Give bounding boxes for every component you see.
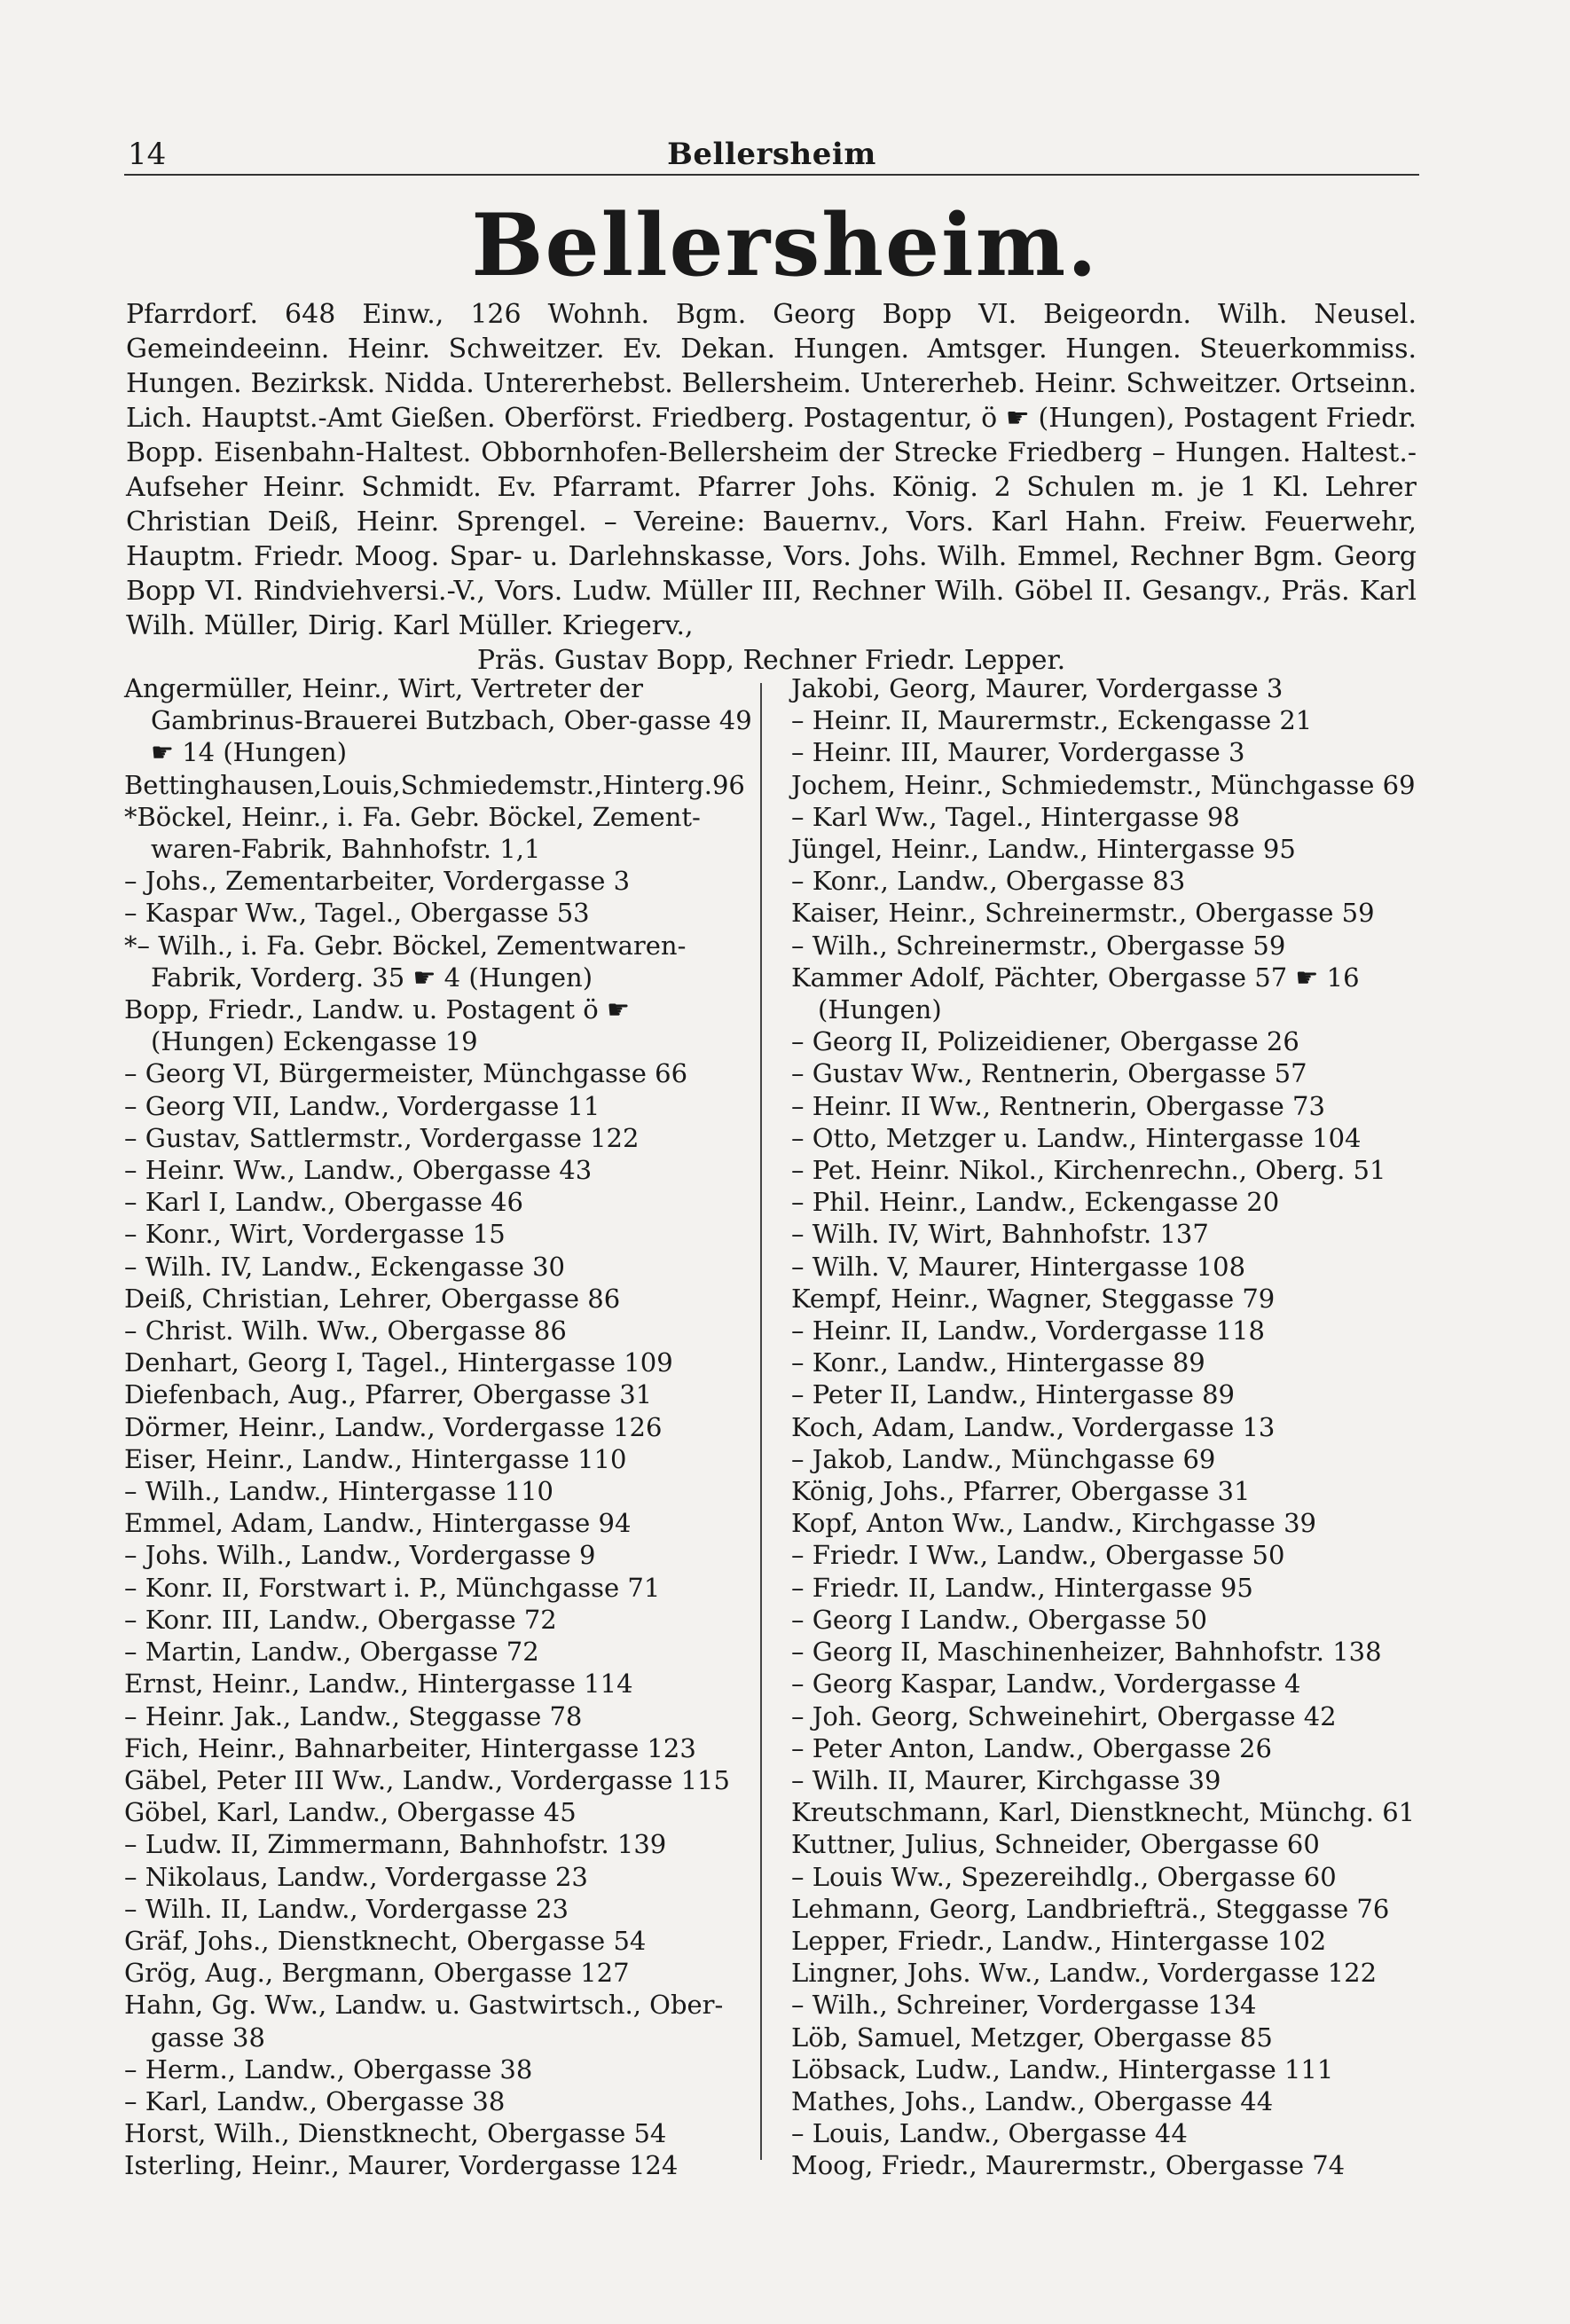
resident-entry: – Louis, Landw., Obergasse 44	[791, 2118, 1188, 2149]
resident-entry: Göbel, Karl, Landw., Obergasse 45	[124, 1797, 577, 1828]
resident-entry: Jüngel, Heinr., Landw., Hintergasse 95	[791, 834, 1296, 865]
page-number: 14	[128, 137, 167, 172]
resident-entry: – Heinr. II Ww., Rentnerin, Obergasse 73	[791, 1090, 1325, 1121]
resident-entry: – Peter Anton, Landw., Obergasse 26	[791, 1732, 1272, 1763]
resident-entry: Kammer Adolf, Pächter, Obergasse 57 ☛ 16 (Hungen)	[791, 962, 1360, 1025]
resident-entry: Horst, Wilh., Dienstknecht, Obergasse 54	[124, 2118, 667, 2149]
resident-entry: Bopp, Friedr., Landw. u. Postagent ö ☛ (Hungen) Eckengasse 19	[124, 994, 630, 1057]
resident-entry: – Wilh. II, Landw., Vordergasse 23	[124, 1893, 569, 1924]
resident-entry: – Konr., Wirt, Vordergasse 15	[124, 1219, 506, 1250]
resident-entry: – Georg VII, Landw., Vordergasse 11	[124, 1090, 601, 1121]
resident-entry: – Karl I, Landw., Obergasse 46	[124, 1187, 524, 1218]
resident-entry: Hahn, Gg. Ww., Landw. u. Gastwirtsch., Ober-gasse 38	[124, 1990, 724, 2053]
resident-entry: – Ludw. II, Zimmermann, Bahnhofstr. 139	[124, 1829, 667, 1860]
resident-entry: Bettinghausen,Louis,Schmiedemstr.,Hinterg.96	[124, 769, 745, 800]
resident-entry: Moog, Friedr., Maurermstr., Obergasse 74	[791, 2150, 1346, 2181]
resident-entry: Mathes, Johs., Landw., Obergasse 44	[791, 2085, 1274, 2116]
resident-entry: – Jakob, Landw., Münchgasse 69	[791, 1443, 1216, 1474]
resident-entry: – Georg I Landw., Obergasse 50	[791, 1604, 1207, 1635]
resident-entry: Grög, Aug., Bergmann, Obergasse 127	[124, 1958, 630, 1989]
resident-entry: Jochem, Heinr., Schmiedemstr., Münchgasse 69	[791, 769, 1416, 800]
resident-entry: – Herm., Landw., Obergasse 38	[124, 2053, 533, 2085]
resident-entry: – Wilh. V, Maurer, Hintergasse 108	[791, 1251, 1246, 1282]
resident-entry: Lingner, Johs. Ww., Landw., Vordergasse 122	[791, 1958, 1378, 1989]
running-head	[124, 131, 1419, 176]
resident-entry: – Heinr. Ww., Landw., Obergasse 43	[124, 1155, 593, 1186]
resident-entry: – Wilh., Schreinermstr., Obergasse 59	[791, 930, 1286, 961]
resident-entry: Kuttner, Julius, Schneider, Obergasse 60	[791, 1829, 1320, 1860]
town-description-text: Pfarrdorf. 648 Einw., 126 Wohnh. Bgm. Georg Bopp VI. Beigeordn. Wilh. Neusel. Gemeindeeinn. Heinr. Schweitzer. Ev. Dekan. Hungen. Amtsger. Hungen. Steuerkommiss. Hungen. Bezirksk. Nidda. Untererhebst. Bellersheim. Untererheb. Heinr. Schweitzer. Ortseinn. Lich. Hauptst.-Amt Gießen. Oberförst. Friedberg. Postagentur, ö ☛ (Hungen), Postagent Friedr. Bopp. Eisenbahn-Haltest. Obbornhofen-Bellersheim der Strecke Friedberg – Hungen. Haltest.-Aufseher Heinr. Schmidt. Ev. Pfarramt. Pfarrer Johs. König. 2 Schulen m. je 1 Kl. Lehrer Christian Deiß, Heinr. Sprengel. – Vereine: Bauernv., Vors. Karl Hahn. Freiw. Feuerwehr, Hauptm. Friedr. Moog. Spar- u. Darlehnskasse, Vors. Johs. Wilh. Emmel, Rechner Bgm. Georg Bopp VI. Rindviehversi.-V., Vors. Ludw. Müller III, Rechner Wilh. Göbel II. Gesangv., Präs. Karl Wilh. Müller, Dirig. Karl Müller. Kriegerv.,	[126, 299, 1417, 641]
resident-entry: – Phil. Heinr., Landw., Eckengasse 20	[791, 1187, 1280, 1218]
resident-entry: Gräf, Johs., Dienstknecht, Obergasse 54	[124, 1925, 647, 1956]
resident-entry: – Georg II, Polizeidiener, Obergasse 26	[791, 1026, 1299, 1057]
resident-entry: Fich, Heinr., Bahnarbeiter, Hintergasse 123	[124, 1732, 696, 1763]
resident-entry: König, Johs., Pfarrer, Obergasse 31	[791, 1476, 1251, 1507]
resident-entry: – Georg VI, Bürgermeister, Münchgasse 66	[124, 1058, 688, 1089]
resident-entry: Jakobi, Georg, Maurer, Vordergasse 3	[791, 673, 1283, 703]
resident-entry: – Wilh. IV, Landw., Eckengasse 30	[124, 1251, 565, 1282]
resident-entry: Kempf, Heinr., Wagner, Steggasse 79	[791, 1283, 1276, 1314]
resident-entry: – Wilh. IV, Wirt, Bahnhofstr. 137	[791, 1219, 1209, 1250]
resident-entry: – Georg Kaspar, Landw., Vordergasse 4	[791, 1668, 1301, 1700]
resident-entry: – Kaspar Ww., Tagel., Obergasse 53	[124, 898, 590, 929]
resident-entry: – Heinr. Jak., Landw., Steggasse 78	[124, 1700, 583, 1731]
resident-entry: – Wilh. II, Maurer, Kirchgasse 39	[791, 1764, 1221, 1795]
town-description	[126, 297, 1417, 678]
resident-entry: – Heinr. II, Landw., Vordergasse 118	[791, 1315, 1265, 1347]
resident-entry: Eiser, Heinr., Landw., Hintergasse 110	[124, 1443, 627, 1474]
resident-entry: Löb, Samuel, Metzger, Obergasse 85	[791, 2022, 1273, 2053]
running-title: Bellersheim	[667, 137, 876, 172]
resident-entry: Emmel, Adam, Landw., Hintergasse 94	[124, 1508, 632, 1539]
resident-entry: *Böckel, Heinr., i. Fa. Gebr. Böckel, Zement-waren-Fabrik, Bahnhofstr. 1,1	[124, 801, 701, 865]
resident-entry: Ernst, Heinr., Landw., Hintergasse 114	[124, 1668, 633, 1700]
resident-entry: – Karl, Landw., Obergasse 38	[124, 2085, 506, 2116]
resident-entry: Kaiser, Heinr., Schreinermstr., Obergasse 59	[791, 898, 1375, 929]
resident-entry: – Gustav Ww., Rentnerin, Obergasse 57	[791, 1058, 1307, 1089]
header-rule	[124, 174, 1419, 176]
resident-entry: – Peter II, Landw., Hintergasse 89	[791, 1379, 1235, 1410]
resident-entry: – Christ. Wilh. Ww., Obergasse 86	[124, 1315, 567, 1347]
resident-entry: Gäbel, Peter III Ww., Landw., Vordergasse 115	[124, 1764, 730, 1795]
resident-entry: – Johs. Wilh., Landw., Vordergasse 9	[124, 1540, 596, 1571]
resident-entry: Kreutschmann, Karl, Dienstknecht, Münchg. 61	[791, 1797, 1416, 1828]
resident-entry: Löbsack, Ludw., Landw., Hintergasse 111	[791, 2053, 1334, 2085]
resident-entry: Diefenbach, Aug., Pfarrer, Obergasse 31	[124, 1379, 653, 1410]
resident-entry: – Konr. II, Forstwart i. P., Münchgasse 71	[124, 1572, 661, 1603]
resident-entry: Isterling, Heinr., Maurer, Vordergasse 124	[124, 2150, 679, 2181]
resident-entry: – Gustav, Sattlermstr., Vordergasse 122	[124, 1122, 640, 1153]
resident-entry: *– Wilh., i. Fa. Gebr. Böckel, Zementwaren-Fabrik, Vorderg. 35 ☛ 4 (Hungen)	[124, 930, 687, 993]
resident-entry: – Heinr. III, Maurer, Vordergasse 3	[791, 737, 1245, 768]
resident-entry: – Konr. III, Landw., Obergasse 72	[124, 1604, 557, 1635]
resident-entry: – Karl Ww., Tagel., Hintergasse 98	[791, 801, 1240, 832]
resident-entry: – Louis Ww., Spezereihdlg., Obergasse 60	[791, 1861, 1337, 1892]
resident-entry: – Friedr. I Ww., Landw., Obergasse 50	[791, 1540, 1285, 1571]
resident-entry: Lepper, Friedr., Landw., Hintergasse 102	[791, 1925, 1327, 1956]
resident-entry: Kopf, Anton Ww., Landw., Kirchgasse 39	[791, 1508, 1316, 1539]
resident-entry: – Wilh., Landw., Hintergasse 110	[124, 1476, 553, 1507]
resident-entry: – Otto, Metzger u. Landw., Hintergasse 104	[791, 1122, 1362, 1153]
resident-list-right	[791, 672, 1428, 2182]
column-divider	[760, 683, 762, 2160]
resident-entry: – Pet. Heinr. Nikol., Kirchenrechn., Oberg. 51	[791, 1155, 1386, 1186]
resident-entry: Dörmer, Heinr., Landw., Vordergasse 126	[124, 1411, 663, 1442]
resident-entry: Deiß, Christian, Lehrer, Obergasse 86	[124, 1283, 621, 1314]
resident-list-left	[124, 672, 761, 2182]
resident-entry: – Heinr. II, Maurermstr., Eckengasse 21	[791, 705, 1313, 736]
resident-entry: – Konr., Landw., Hintergasse 89	[791, 1347, 1205, 1378]
resident-entry: – Georg II, Maschinenheizer, Bahnhofstr. 138	[791, 1637, 1382, 1668]
resident-entry: – Friedr. II, Landw., Hintergasse 95	[791, 1572, 1253, 1603]
resident-entry: – Martin, Landw., Obergasse 72	[124, 1637, 539, 1668]
resident-entry: – Johs., Zementarbeiter, Vordergasse 3	[124, 866, 631, 897]
resident-entry: Lehmann, Georg, Landbriefträ., Steggasse 76	[791, 1893, 1390, 1924]
resident-entry: Denhart, Georg I, Tagel., Hintergasse 109	[124, 1347, 673, 1378]
resident-entry: – Konr., Landw., Obergasse 83	[791, 866, 1186, 897]
resident-entry: Angermüller, Heinr., Wirt, Vertreter der Gambrinus-Brauerei Butzbach, Ober-gasse 49 ☛ 14 (Hungen)	[124, 673, 752, 768]
resident-entry: Koch, Adam, Landw., Vordergasse 13	[791, 1411, 1276, 1442]
page-title: Bellersheim.	[471, 195, 1099, 295]
town-description-last-line: Präs. Gustav Bopp, Rechner Friedr. Lepper.	[476, 645, 1066, 676]
resident-entry: – Wilh., Schreiner, Vordergasse 134	[791, 1990, 1257, 2021]
resident-entry: – Nikolaus, Landw., Vordergasse 23	[124, 1861, 588, 1892]
resident-entry: – Joh. Georg, Schweinehirt, Obergasse 42	[791, 1700, 1337, 1731]
